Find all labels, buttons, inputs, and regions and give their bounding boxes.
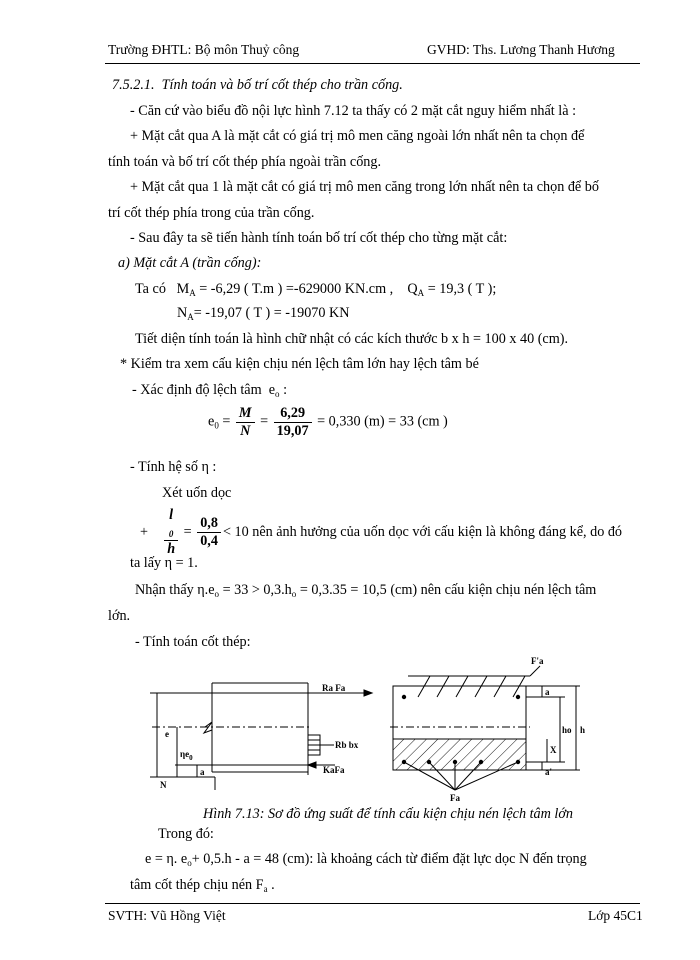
footer-left: SVTH: Vũ Hồng Việt [108,908,226,923]
m-symbol: M [176,281,190,297]
footer-rule [105,903,640,904]
label-x: X [550,745,557,755]
label-eta-e: ηe [180,749,190,759]
obs-part-c: = 0,3.35 = 10,5 (cm) nên cấu kiện chịu nén lệch tâm [296,582,597,598]
label-a: a [200,767,205,777]
n-subscript: A [187,312,194,322]
determine-eccentricity: - Xác định độ lệch tâm $e_o$ : [132,382,288,399]
n-symbol: N [177,305,188,321]
take-eta: ta lấy η = 1. [130,555,198,571]
ra-fa-arrowhead [364,690,372,696]
e0-lhs: e [208,413,215,430]
top-bar-2 [516,695,520,699]
label-ka-fa: KaFa [323,765,345,775]
label-ra-fa: Ra Fa [322,683,346,693]
label-h: h [580,725,586,735]
ta-co-label: Ta có [135,281,166,297]
paragraph-2a: + Mặt cắt qua A là mặt cắt có giá trị mô men căng ngoài lớn nhất nên ta chọn để [130,128,585,144]
observation-end: lớn. [108,608,131,624]
consider-buckling: Xét uốn dọc [162,485,232,501]
paragraph-3a: + Mặt cắt qua 1 là mặt cắt có giá trị mô men căng trong lớn nhất nên ta chọn để bố [130,179,599,195]
compression-zone [393,739,526,770]
paragraph-3b: trí cốt thép phía trong của trần cống. [108,205,315,221]
paragraph-1: - Căn cứ vào biểu đồ nội lực hình 7.12 ta thấy có 2 mặt cắt nguy hiểm nhất là : [130,103,577,119]
m-subscript: A [189,288,196,298]
obs-sub-2: o [291,589,297,599]
frac-num-629: 6,29 [274,406,312,423]
figure-caption: Hình 7.13: Sơ đồ ứng suất để tính cấu kiện chịu nén lệch tâm lớn [203,806,574,822]
obs-part-a: Nhận thấy η.e [135,582,215,598]
check-eccentricity: * Kiểm tra xem cấu kiện chịu nén lệch tâm lớn hay lệch tâm bé [120,356,479,372]
na-value: = -19,07 ( T ) = -19070 KN [193,305,350,321]
label-ho: ho [562,725,572,735]
e0-result: = 0,330 (m) = 33 (cm ) [317,413,448,430]
qa-value: = 19,3 ( T ); [427,281,497,297]
eq-3: = [183,523,192,540]
compute-eta: - Tính hệ số η : [130,459,217,475]
eq-1: = [222,413,231,430]
section-dimensions: Tiết diện tính toán là hình chữ nhật có các kích thước b x h = 100 x 40 (cm). [135,331,569,347]
buckling-text: < 10 nên ảnh hưởng của uốn dọc với cấu kiện là không đáng kể, do đó [222,523,623,540]
subsection-a: a) Mặt cắt A (trần cống): [118,255,262,271]
tam-end: . [267,877,275,893]
label-eta-e0 [180,749,193,762]
e-formula-rest: + 0,5.h - a = 48 (cm): là khoảng cách từ điểm đặt lực dọc N đến trọng [191,851,587,867]
label-fa: Fa [450,793,460,803]
fa-prime-leader-tail [530,666,540,676]
label-fa-prime: F'a [531,656,544,666]
label-a-top: a [545,687,550,697]
label-a-prime: a' [545,767,553,777]
where-label: Trong đó: [158,826,214,842]
frac-den-h: h [167,541,176,558]
e0-subscript: o [275,389,280,399]
e-definition-end [130,877,275,894]
section-number: 7.5.2.1. [112,77,155,93]
label-eta-sub: 0 [189,754,193,762]
e-formula: e = η. e [145,851,188,867]
determine-label: - Xác định độ lệch tâm [132,382,262,398]
obs-sub-1: o [214,589,220,599]
e0-symbol: e [268,382,276,398]
e-definition-line [145,851,587,868]
eq-2: = [260,413,269,430]
ka-fa-arrowhead [308,762,316,768]
frac-num-m: M [236,406,255,423]
q-subscript: A [417,288,425,298]
paragraph-4: - Sau đây ta sẽ tiến hành tính toán bố trí cốt thép cho từng mặt cắt: [130,230,508,246]
obs-part-b: = 33 > 0,3.h [219,582,292,598]
q-symbol: Q [407,281,418,297]
section-title: Tính toán và bố trí cốt thép cho trần cống. [161,77,403,93]
e-formula-sub: o [187,858,192,868]
e0-lhs-sub: 0 [214,420,219,431]
header-left: Trường ĐHTL: Bộ môn Thuỷ công [108,42,300,57]
l0-sub: 0 [168,528,174,539]
frac-den-1907: 19,07 [276,422,309,439]
ma-value: = -6,29 ( T.m ) =-629000 KN.cm , [199,281,394,297]
paragraph-2b: tính toán và bố trí cốt thép phía ngoài trần cống. [108,154,382,170]
plus-sign: + [140,523,149,540]
label-n: N [160,780,167,790]
tam-text: tâm cốt thép chịu nén F [130,877,264,893]
frac-den-04: 0,4 [200,533,218,550]
l-symbol: l [169,507,174,523]
compute-reinforcement: - Tính toán cốt thép: [135,634,251,650]
footer-right: Lớp 45C1 [588,908,643,923]
header-right: GVHD: Ths. Lương Thanh Hương [427,42,615,57]
tam-subscript: a [263,884,268,894]
top-bar-1 [402,695,406,699]
frac-den-n: N [240,422,251,439]
label-e: e [165,729,169,739]
label-rb-bx: Rb bx [335,740,359,750]
frac-num-08: 0,8 [197,516,221,533]
